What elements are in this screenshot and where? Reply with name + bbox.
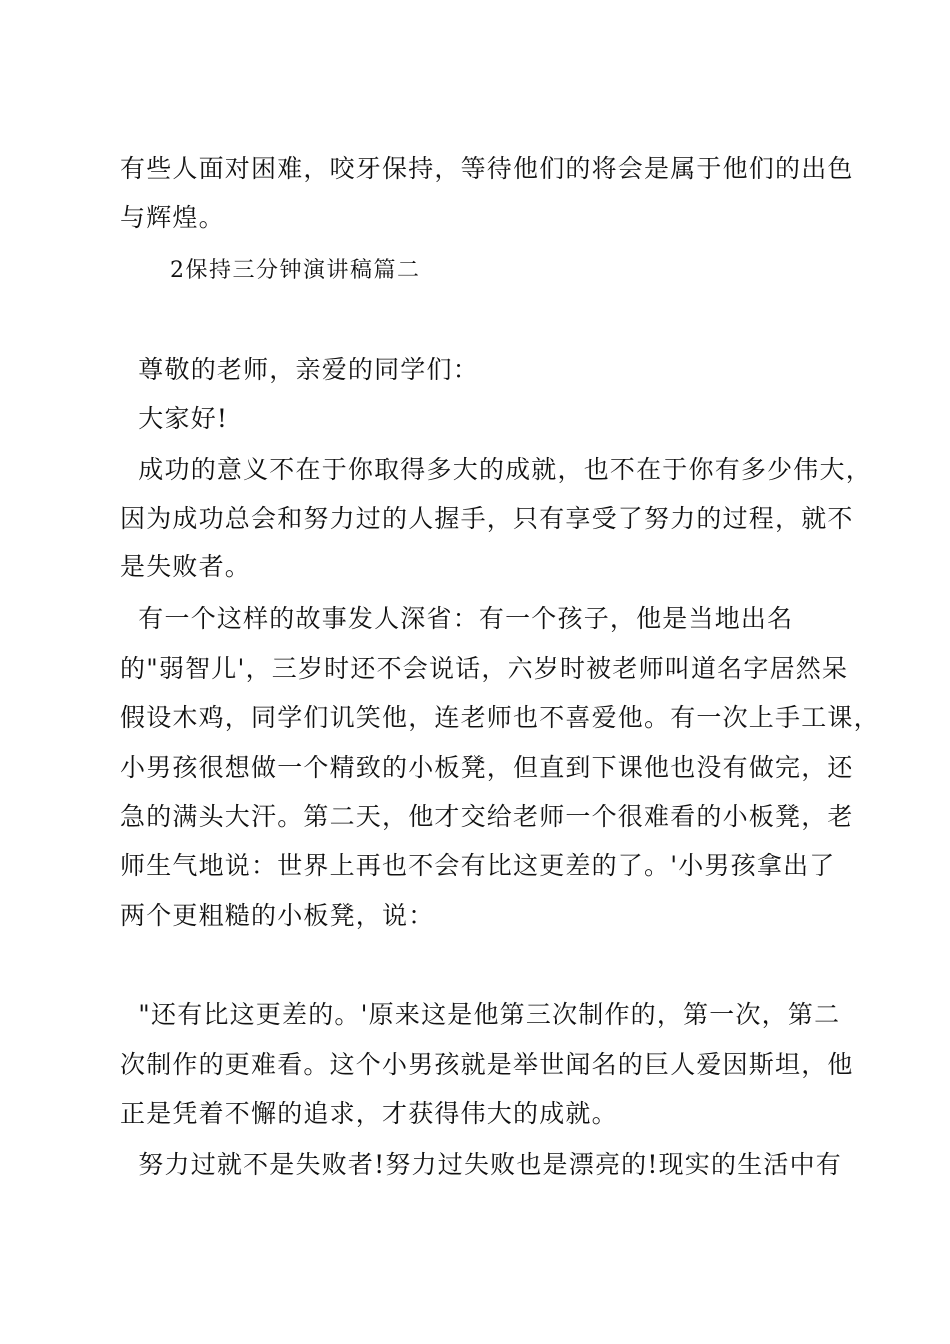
paragraph-line: 两个更粗糙的小板凳，说： [120,901,435,930]
paragraph-line: 有一个这样的故事发人深省：有一个孩子，他是当地出名 [120,604,794,633]
section-heading: 2保持三分钟演讲稿篇二 [170,258,421,283]
paragraph-line: 有些人面对困难，咬牙保持，等待他们的将会是属于他们的出色 [120,154,854,183]
paragraph-line: 成功的意义不在于你取得多大的成就，也不在于你有多少伟大， [120,455,872,484]
paragraph-line: 努力过就不是失败者!努力过失败也是漂亮的!现实的生活中有 [120,1150,842,1179]
paragraph-line: 与辉煌。 [120,203,225,232]
paragraph-line: 次制作的更难看。这个小男孩就是举世闻名的巨人爱因斯坦，他 [120,1050,854,1079]
paragraph-line: 因为成功总会和努力过的人握手，只有享受了努力的过程，就不 [120,504,854,533]
greeting-line: 大家好! [120,404,229,433]
paragraph-line: "还有比这更差的。'原来这是他第三次制作的，第一次，第二 [120,1000,841,1029]
paragraph-line: 急的满头大汗。第二天，他才交给老师一个很难看的小板凳，老 [120,802,854,831]
paragraph-line: 师生气地说：世界上再也不会有比这更差的了。'小男孩拿出了 [120,851,836,880]
greeting-line: 尊敬的老师，亲爱的同学们： [120,355,479,384]
paragraph-line: 正是凭着不懈的追求，才获得伟大的成就。 [120,1099,618,1128]
paragraph-line: 小男孩很想做一个精致的小板凳，但直到下课他也没有做完，还 [120,753,854,782]
paragraph-line: 的"弱智儿'，三岁时还不会说话，六岁时被老师叫道名字居然呆 [120,654,849,683]
paragraph-line: 是失败者。 [120,552,252,581]
paragraph-line: 假设木鸡，同学们讥笑他，连老师也不喜爱他。有一次上手工课， [120,703,880,732]
